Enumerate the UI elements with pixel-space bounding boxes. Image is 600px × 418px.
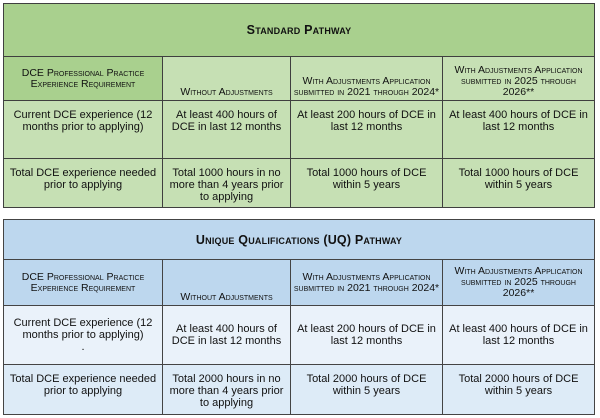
standard-row-current-label: Current DCE experience (12 months prior to applying)	[4, 101, 163, 159]
uq-row-total-2021-2024: Total 2000 hours of DCE within 5 years	[291, 364, 443, 414]
uq-row-current-2021-2024: At least 200 hours of DCE in last 12 months	[291, 306, 443, 364]
standard-pathway-title: Standard Pathway	[4, 4, 595, 57]
standard-row-total-2025-2026: Total 1000 hours of DCE within 5 years	[443, 159, 595, 208]
standard-header-adjustments-2025-2026: With Adjustments Application submitted in 2025 through 2026**	[443, 57, 595, 101]
standard-row-current-2021-2024: At least 200 hours of DCE in last 12 months	[291, 101, 443, 159]
uq-row-total-label: Total DCE experience needed prior to applying	[4, 364, 163, 414]
standard-pathway-table	[3, 3, 595, 208]
standard-header-without-adjustments: Without Adjustments	[163, 57, 291, 101]
uq-stray-mark: .	[81, 341, 85, 354]
standard-row-current-2025-2026: At least 400 hours of DCE in last 12 months	[443, 101, 595, 159]
uq-header-adjustments-2025-2026: With Adjustments Application submitted in 2025 through 2026**	[443, 260, 595, 306]
uq-pathway-title: Unique Qualifications (UQ) Pathway	[4, 220, 595, 260]
standard-row-total-2021-2024: Total 1000 hours of DCE within 5 years	[291, 159, 443, 208]
standard-row-total-without: Total 1000 hours in no more than 4 years prior to applying	[163, 159, 291, 208]
uq-pathway-table	[3, 219, 595, 415]
uq-header-adjustments-2021-2024: With Adjustments Application submitted in 2021 through 2024*	[291, 260, 443, 306]
uq-row-total-without: Total 2000 hours in no more than 4 years prior to applying	[163, 364, 291, 414]
uq-row-current-label	[4, 306, 163, 364]
standard-header-requirement: DCE Professional Practice Experience Requirement	[4, 57, 163, 101]
uq-header-requirement: DCE Professional Practice Experience Requirement	[4, 260, 163, 306]
standard-row-total-label: Total DCE experience needed prior to applying	[4, 159, 163, 208]
standard-header-adjustments-2021-2024: With Adjustments Application submitted in 2021 through 2024*	[291, 57, 443, 101]
uq-row-current-2025-2026: At least 400 hours of DCE in last 12 months	[443, 306, 595, 364]
uq-row-current-without: At least 400 hours of DCE in last 12 months	[163, 306, 291, 364]
uq-header-without-adjustments: Without Adjustments	[163, 260, 291, 306]
uq-row-current-label-text: Current DCE experience (12 months prior to applying)	[13, 317, 153, 342]
standard-row-current-without: At least 400 hours of DCE in last 12 months	[163, 101, 291, 159]
uq-row-total-2025-2026: Total 2000 hours of DCE within 5 years	[443, 364, 595, 414]
